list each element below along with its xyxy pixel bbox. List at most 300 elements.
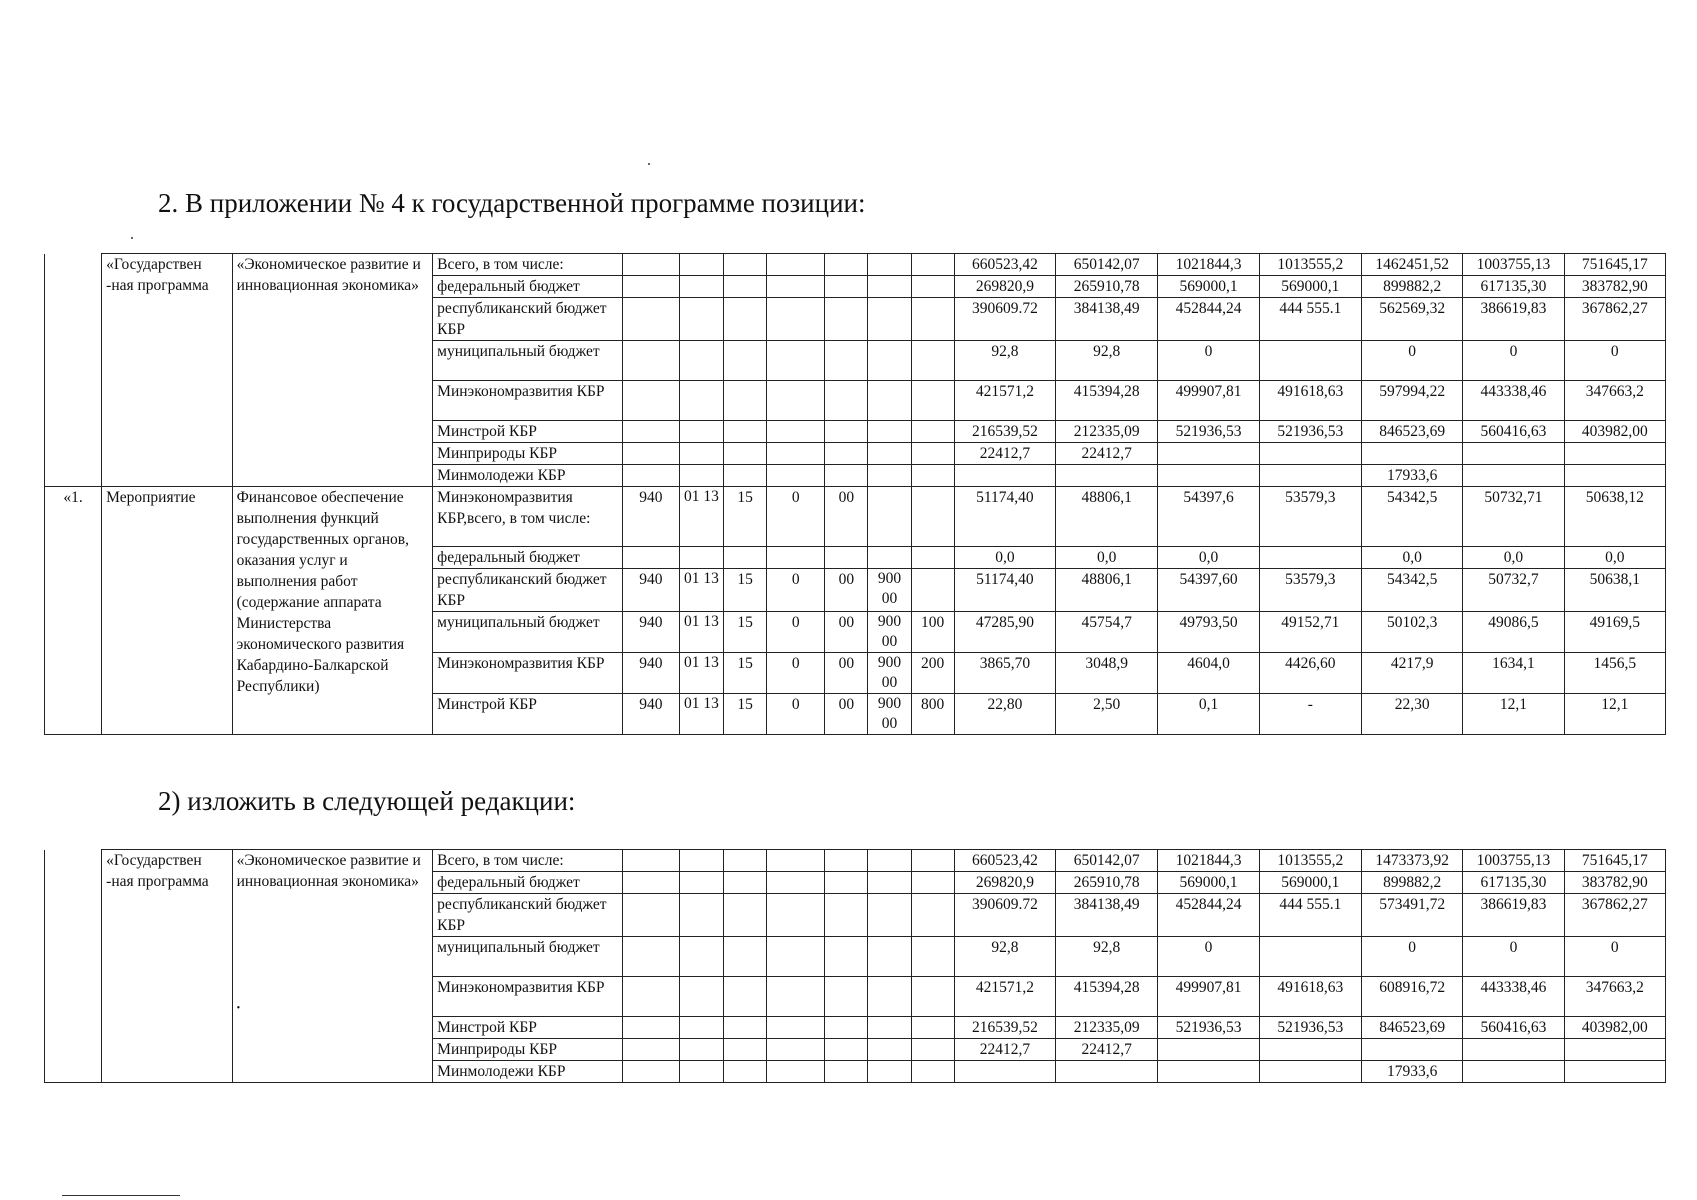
value-cell — [1463, 1061, 1564, 1083]
code-cell — [724, 1039, 767, 1061]
code-cell — [911, 977, 954, 1017]
code-cell — [868, 421, 911, 443]
table-row — [45, 254, 1666, 276]
code-cell: 0 — [767, 694, 825, 735]
program-name-cell — [232, 254, 433, 487]
value-cell: 22412,7 — [1056, 443, 1158, 465]
code-cell — [724, 421, 767, 443]
row-label: Минэкономразвития КБР — [433, 653, 623, 694]
code-cell — [724, 937, 767, 977]
code-cell: 15 — [724, 694, 767, 735]
code-cell — [825, 443, 868, 465]
code-cell: 0 — [767, 487, 825, 547]
code-cell: 940 — [622, 653, 679, 694]
value-cell: 1462451,52 — [1361, 254, 1462, 276]
value-cell — [1158, 1039, 1259, 1061]
value-cell: 265910,78 — [1056, 276, 1158, 298]
code-cell — [767, 465, 825, 487]
code-cell — [679, 977, 723, 1017]
code-cell — [679, 276, 723, 298]
code-cell — [724, 977, 767, 1017]
value-cell — [1463, 1039, 1564, 1061]
value-cell: 0,0 — [1463, 547, 1564, 569]
code-cell: 100 — [911, 612, 954, 653]
value-cell: 45754,7 — [1056, 612, 1158, 653]
code-cell — [622, 341, 679, 381]
value-cell: 0,0 — [1158, 547, 1259, 569]
value-cell — [1259, 1039, 1361, 1061]
value-cell: 50732,7 — [1463, 569, 1564, 612]
value-cell: 1634,1 — [1463, 653, 1564, 694]
code-cell — [911, 850, 954, 872]
row-label: Всего, в том числе: — [433, 850, 623, 872]
code-cell — [622, 937, 679, 977]
code-cell: 01 13 — [679, 612, 723, 653]
value-cell: 569000,1 — [1158, 872, 1259, 894]
code-cell — [825, 1017, 868, 1039]
code-cell — [679, 341, 723, 381]
value-cell: 569000,1 — [1259, 276, 1361, 298]
value-cell: 4217,9 — [1361, 653, 1462, 694]
code-cell: 15 — [724, 612, 767, 653]
code-cell — [622, 977, 679, 1017]
code-cell — [868, 465, 911, 487]
code-cell — [679, 443, 723, 465]
value-cell — [1259, 443, 1361, 465]
value-cell: 17933,6 — [1361, 465, 1462, 487]
value-cell: 17933,6 — [1361, 1061, 1462, 1083]
code-cell: 940 — [622, 694, 679, 735]
value-cell: 650142,07 — [1056, 850, 1158, 872]
section-heading-positions: 2. В приложении № 4 к государственной программе позиции: — [158, 188, 866, 218]
value-cell: 569000,1 — [1158, 276, 1259, 298]
value-cell: 521936,53 — [1259, 1017, 1361, 1039]
code-cell — [868, 1039, 911, 1061]
code-cell — [622, 1017, 679, 1039]
value-cell: 0,0 — [954, 547, 1055, 569]
code-cell — [724, 298, 767, 341]
code-cell — [911, 487, 954, 547]
code-cell: 01 13 — [679, 487, 723, 547]
value-cell: 0 — [1158, 937, 1259, 977]
value-cell: 269820,9 — [954, 276, 1055, 298]
value-cell: 573491,72 — [1361, 894, 1462, 937]
value-cell: 569000,1 — [1259, 872, 1361, 894]
row-label: Минэкономразвития КБР,всего, в том числе: — [433, 487, 623, 547]
row-label: муниципальный бюджет — [433, 341, 623, 381]
code-cell — [868, 276, 911, 298]
code-cell — [622, 276, 679, 298]
value-cell: 1021844,3 — [1158, 850, 1259, 872]
code-cell — [724, 465, 767, 487]
code-cell — [724, 1061, 767, 1083]
table-row — [45, 850, 1666, 872]
value-cell: 2,50 — [1056, 694, 1158, 735]
code-cell — [679, 421, 723, 443]
value-cell: 265910,78 — [1056, 872, 1158, 894]
code-cell: 940 — [622, 487, 679, 547]
value-cell: 444 555.1 — [1259, 298, 1361, 341]
code-cell: 01 13 — [679, 569, 723, 612]
code-cell — [825, 381, 868, 421]
code-cell — [724, 276, 767, 298]
value-cell: 1013555,2 — [1259, 254, 1361, 276]
value-cell: 383782,90 — [1564, 276, 1665, 298]
code-cell — [622, 254, 679, 276]
row-label: Всего, в том числе: — [433, 254, 623, 276]
code-cell — [911, 937, 954, 977]
section-heading-new-edition: 2) изложить в следующей редакции: — [158, 786, 576, 816]
value-cell: 660523,42 — [954, 254, 1055, 276]
code-cell — [911, 465, 954, 487]
value-cell: 1013555,2 — [1259, 850, 1361, 872]
code-cell — [622, 465, 679, 487]
value-cell: 22,80 — [954, 694, 1055, 735]
row-label: республиканский бюджет КБР — [433, 298, 623, 341]
value-cell: 367862,27 — [1564, 298, 1665, 341]
code-cell — [911, 547, 954, 569]
code-cell — [825, 298, 868, 341]
code-cell — [724, 894, 767, 937]
value-cell — [1056, 465, 1158, 487]
value-cell — [1259, 341, 1361, 381]
value-cell: 0,0 — [1564, 547, 1665, 569]
value-cell — [1463, 465, 1564, 487]
scan-speck — [648, 163, 650, 165]
value-cell: 560416,63 — [1463, 421, 1564, 443]
value-cell: 421571,2 — [954, 977, 1055, 1017]
code-cell — [622, 443, 679, 465]
value-cell: 899882,2 — [1361, 872, 1462, 894]
code-cell — [911, 872, 954, 894]
code-cell: 00 — [825, 569, 868, 612]
code-cell — [767, 1017, 825, 1039]
code-cell — [724, 850, 767, 872]
value-cell: 1003755,13 — [1463, 850, 1564, 872]
code-cell: 00 — [825, 487, 868, 547]
program-type-cell: «Государствен -ная программа — [102, 254, 232, 487]
value-cell: 415394,28 — [1056, 977, 1158, 1017]
code-cell: 0 — [767, 653, 825, 694]
table-new-edition — [44, 849, 1666, 1083]
code-cell — [679, 850, 723, 872]
value-cell: 22,30 — [1361, 694, 1462, 735]
value-cell: 846523,69 — [1361, 421, 1462, 443]
value-cell: 499907,81 — [1158, 977, 1259, 1017]
program-name: «Экономическое развитие и инновационная экономика» — [236, 256, 421, 294]
value-cell: 0,0 — [1056, 547, 1158, 569]
row-label: Минприроды КБР — [433, 443, 623, 465]
value-cell: 751645,17 — [1564, 850, 1665, 872]
value-cell — [1259, 1061, 1361, 1083]
row-label: муниципальный бюджет — [433, 937, 623, 977]
code-cell — [825, 465, 868, 487]
code-cell — [825, 1061, 868, 1083]
value-cell: 92,8 — [954, 341, 1055, 381]
code-cell — [767, 872, 825, 894]
value-cell: 386619,83 — [1463, 894, 1564, 937]
row-label: Минстрой КБР — [433, 694, 623, 735]
value-cell: 54397,60 — [1158, 569, 1259, 612]
code-cell — [767, 894, 825, 937]
value-cell: 47285,90 — [954, 612, 1055, 653]
value-cell: 403982,00 — [1564, 1017, 1665, 1039]
code-cell: 0 — [767, 612, 825, 653]
code-cell: 940 — [622, 612, 679, 653]
code-cell — [911, 421, 954, 443]
code-cell — [825, 547, 868, 569]
code-cell — [724, 872, 767, 894]
footer-rule — [62, 1195, 180, 1197]
code-cell: 940 — [622, 569, 679, 612]
code-cell — [679, 298, 723, 341]
code-cell — [679, 254, 723, 276]
code-cell — [911, 1017, 954, 1039]
value-cell: 444 555.1 — [1259, 894, 1361, 937]
code-cell — [767, 1061, 825, 1083]
code-cell — [911, 298, 954, 341]
value-cell: 521936,53 — [1158, 1017, 1259, 1039]
code-cell: 01 13 — [679, 694, 723, 735]
code-cell — [825, 872, 868, 894]
code-cell: 0 — [767, 569, 825, 612]
program-name-cell — [232, 850, 433, 1083]
value-cell: - — [1259, 694, 1361, 735]
code-cell: 900 00 — [868, 569, 911, 612]
value-cell: 0 — [1361, 937, 1462, 977]
value-cell: 562569,32 — [1361, 298, 1462, 341]
value-cell: 384138,49 — [1056, 894, 1158, 937]
code-cell — [825, 276, 868, 298]
table-original-positions — [44, 253, 1666, 735]
value-cell: 50638,12 — [1564, 487, 1665, 547]
code-cell — [868, 937, 911, 977]
code-cell — [724, 254, 767, 276]
value-cell: 499907,81 — [1158, 381, 1259, 421]
code-cell — [825, 254, 868, 276]
value-cell: 521936,53 — [1158, 421, 1259, 443]
code-cell — [767, 937, 825, 977]
code-cell — [767, 254, 825, 276]
value-cell: 383782,90 — [1564, 872, 1665, 894]
value-cell: 50638,1 — [1564, 569, 1665, 612]
code-cell — [911, 254, 954, 276]
code-cell — [825, 937, 868, 977]
number-cell — [45, 254, 102, 487]
value-cell: 650142,07 — [1056, 254, 1158, 276]
row-label: Минэкономразвития КБР — [433, 977, 623, 1017]
value-cell: 347663,2 — [1564, 977, 1665, 1017]
value-cell: 1003755,13 — [1463, 254, 1564, 276]
row-label: Минстрой КБР — [433, 1017, 623, 1039]
code-cell: 00 — [825, 612, 868, 653]
code-cell — [825, 977, 868, 1017]
value-cell: 0 — [1564, 937, 1665, 977]
stray-dot: • — [236, 1003, 241, 1014]
value-cell: 269820,9 — [954, 872, 1055, 894]
code-cell — [679, 547, 723, 569]
value-cell: 415394,28 — [1056, 381, 1158, 421]
code-cell — [679, 465, 723, 487]
value-cell: 92,8 — [1056, 341, 1158, 381]
code-cell — [825, 1039, 868, 1061]
value-cell — [1463, 443, 1564, 465]
table-row — [45, 487, 1666, 547]
value-cell: 597994,22 — [1361, 381, 1462, 421]
code-cell — [767, 276, 825, 298]
value-cell: 0,1 — [1158, 694, 1259, 735]
code-cell — [911, 381, 954, 421]
value-cell: 54342,5 — [1361, 487, 1462, 547]
code-cell — [767, 421, 825, 443]
value-cell — [1564, 465, 1665, 487]
code-cell — [868, 547, 911, 569]
code-cell — [825, 894, 868, 937]
value-cell: 0 — [1158, 341, 1259, 381]
program-type-cell: «Государствен -ная программа — [102, 850, 232, 1083]
row-label: Минмолодежи КБР — [433, 1061, 623, 1083]
code-cell — [767, 381, 825, 421]
value-cell: 491618,63 — [1259, 381, 1361, 421]
code-cell — [622, 872, 679, 894]
code-cell: 15 — [724, 569, 767, 612]
value-cell: 0 — [1463, 937, 1564, 977]
code-cell — [724, 1017, 767, 1039]
value-cell: 48806,1 — [1056, 569, 1158, 612]
row-label: Минмолодежи КБР — [433, 465, 623, 487]
value-cell: 212335,09 — [1056, 1017, 1158, 1039]
value-cell: 53579,3 — [1259, 569, 1361, 612]
value-cell — [1564, 1039, 1665, 1061]
value-cell: 1456,5 — [1564, 653, 1665, 694]
value-cell: 51174,40 — [954, 569, 1055, 612]
code-cell — [868, 850, 911, 872]
value-cell: 384138,49 — [1056, 298, 1158, 341]
value-cell: 560416,63 — [1463, 1017, 1564, 1039]
value-cell: 899882,2 — [1361, 276, 1462, 298]
code-cell — [868, 487, 911, 547]
event-number-cell: «1. — [45, 487, 102, 735]
value-cell: 49152,71 — [1259, 612, 1361, 653]
code-cell — [679, 937, 723, 977]
value-cell: 421571,2 — [954, 381, 1055, 421]
code-cell: 15 — [724, 653, 767, 694]
value-cell: 22412,7 — [954, 1039, 1055, 1061]
value-cell — [1259, 937, 1361, 977]
value-cell — [1564, 443, 1665, 465]
value-cell: 452844,24 — [1158, 894, 1259, 937]
code-cell — [724, 443, 767, 465]
value-cell — [1361, 1039, 1462, 1061]
code-cell — [724, 381, 767, 421]
event-name-cell: Финансовое обеспечение выполнения функций государственных органов, оказания услуг и выполнения работ (содержание аппарата Министерства экономического развития Кабардино-Балкарской Республики) — [232, 487, 433, 735]
code-cell — [911, 341, 954, 381]
value-cell: 491618,63 — [1259, 977, 1361, 1017]
code-cell — [679, 894, 723, 937]
value-cell: 617135,30 — [1463, 872, 1564, 894]
row-label: республиканский бюджет КБР — [433, 894, 623, 937]
value-cell: 92,8 — [1056, 937, 1158, 977]
value-cell — [1158, 1061, 1259, 1083]
value-cell: 443338,46 — [1463, 381, 1564, 421]
value-cell: 660523,42 — [954, 850, 1055, 872]
value-cell — [1259, 465, 1361, 487]
value-cell: 3865,70 — [954, 653, 1055, 694]
value-cell: 4426,60 — [1259, 653, 1361, 694]
value-cell: 50102,3 — [1361, 612, 1462, 653]
value-cell: 452844,24 — [1158, 298, 1259, 341]
value-cell: 443338,46 — [1463, 977, 1564, 1017]
code-cell — [911, 894, 954, 937]
code-cell — [868, 977, 911, 1017]
value-cell: 4604,0 — [1158, 653, 1259, 694]
value-cell: 1021844,3 — [1158, 254, 1259, 276]
code-cell — [767, 298, 825, 341]
code-cell — [622, 850, 679, 872]
value-cell: 608916,72 — [1361, 977, 1462, 1017]
value-cell: 49086,5 — [1463, 612, 1564, 653]
row-label: Минприроды КБР — [433, 1039, 623, 1061]
code-cell — [868, 872, 911, 894]
value-cell: 53579,3 — [1259, 487, 1361, 547]
code-cell: 800 — [911, 694, 954, 735]
code-cell — [825, 341, 868, 381]
scan-speck — [131, 237, 133, 239]
value-cell: 751645,17 — [1564, 254, 1665, 276]
value-cell: 92,8 — [954, 937, 1055, 977]
code-cell — [679, 1039, 723, 1061]
code-cell — [679, 872, 723, 894]
program-name: «Экономическое развитие и инновационная экономика» — [236, 852, 421, 890]
row-label: муниципальный бюджет — [433, 612, 623, 653]
value-cell: 54397,6 — [1158, 487, 1259, 547]
value-cell: 386619,83 — [1463, 298, 1564, 341]
code-cell — [825, 850, 868, 872]
value-cell: 367862,27 — [1564, 894, 1665, 937]
code-cell — [724, 341, 767, 381]
code-cell — [622, 298, 679, 341]
code-cell — [767, 547, 825, 569]
value-cell: 22412,7 — [954, 443, 1055, 465]
value-cell: 846523,69 — [1361, 1017, 1462, 1039]
code-cell — [622, 421, 679, 443]
code-cell — [911, 1039, 954, 1061]
code-cell — [767, 1039, 825, 1061]
value-cell: 49169,5 — [1564, 612, 1665, 653]
value-cell: 51174,40 — [954, 487, 1055, 547]
code-cell: 15 — [724, 487, 767, 547]
code-cell — [679, 1017, 723, 1039]
code-cell — [911, 276, 954, 298]
value-cell: 49793,50 — [1158, 612, 1259, 653]
value-cell: 12,1 — [1564, 694, 1665, 735]
row-label: Минстрой КБР — [433, 421, 623, 443]
value-cell: 521936,53 — [1259, 421, 1361, 443]
value-cell: 0 — [1564, 341, 1665, 381]
code-cell — [868, 298, 911, 341]
value-cell — [954, 465, 1055, 487]
value-cell — [1056, 1061, 1158, 1083]
code-cell — [868, 254, 911, 276]
code-cell — [868, 894, 911, 937]
code-cell — [825, 421, 868, 443]
value-cell: 212335,09 — [1056, 421, 1158, 443]
code-cell — [868, 341, 911, 381]
value-cell — [1564, 1061, 1665, 1083]
value-cell: 1473373,92 — [1361, 850, 1462, 872]
value-cell: 22412,7 — [1056, 1039, 1158, 1061]
code-cell: 900 00 — [868, 653, 911, 694]
